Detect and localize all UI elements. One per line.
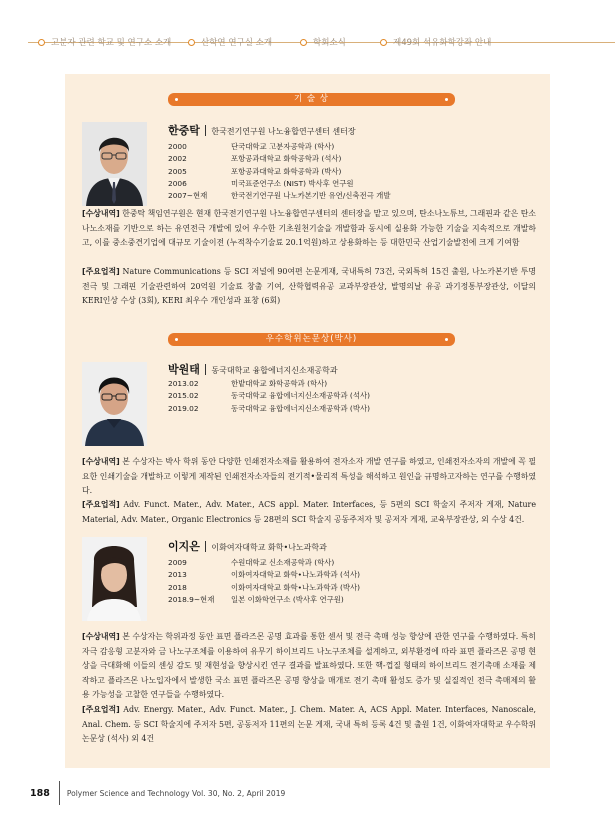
history-row xyxy=(168,390,528,402)
person-name-line xyxy=(168,361,338,377)
award-description xyxy=(82,455,536,499)
history-year: 2009 xyxy=(168,558,187,567)
achievements-description xyxy=(82,265,536,309)
history-year: 2015.02 xyxy=(168,391,199,401)
section-banner-thesis-award xyxy=(168,333,455,346)
history-year: 2006 xyxy=(168,178,187,188)
nav-item-lecture-info[interactable] xyxy=(380,36,491,48)
bullet-icon xyxy=(380,39,387,46)
history-row xyxy=(168,153,528,165)
history-row xyxy=(168,594,528,606)
nav-item-label: 고분자 관련 학교 및 연구소 소개 xyxy=(51,38,172,48)
history-row xyxy=(168,557,528,569)
history-year: 2013.02 xyxy=(168,379,199,388)
history-year: 2018.9~현재 xyxy=(168,594,215,604)
section-title: 기 술 상 xyxy=(293,94,330,104)
page-footer xyxy=(30,786,285,800)
person-affiliation: 한국전기연구원 나노융합연구센터 센터장 xyxy=(211,127,356,136)
history-row xyxy=(168,378,528,390)
history-desc: 이화여자대학교 화학•나노과학과 (박사) xyxy=(231,582,361,592)
bullet-icon xyxy=(300,39,307,46)
history-desc: 미국표준연구소 (NIST) 박사후 연구원 xyxy=(231,178,354,188)
history-desc: 일본 이화학연구소 (박사후 연구원) xyxy=(231,594,344,604)
history-row xyxy=(168,178,528,190)
top-navigation xyxy=(0,0,615,50)
history-year: 2002 xyxy=(168,154,187,164)
history-desc: 이화여자대학교 화학•나노과학과 (석사) xyxy=(231,570,361,580)
achievements-label: [주요업적] xyxy=(82,705,120,714)
bullet-icon xyxy=(188,39,195,46)
history-desc: 단국대학교 고분자공학과 (학사) xyxy=(231,142,335,151)
nav-item-school-intro[interactable] xyxy=(38,36,171,48)
award-text: 본 수상자는 박사 학위 동안 다양한 인쇄전자소재를 활용하여 전자소자 개발 연구를 하였고, 인쇄전자소자의 개발에 꼭 필요한 인쇄기술을 개발하고 이렇게 제작된 인쇄전자소자들의 전기적•물리적 특성을 해석하고 원인을 규명하고자하는 연구를 수행하였다. xyxy=(82,457,536,495)
history-year: 2019.02 xyxy=(168,403,199,413)
education-history xyxy=(168,378,528,415)
history-desc: 한국전기연구원 나노카본기반 유연/신축전극 개발 xyxy=(231,191,391,201)
nav-item-label: 산학연 연구실 소개 xyxy=(201,38,273,48)
award-label: [수상내역] xyxy=(82,457,120,466)
award-text: 본 수상자는 학위과정 동안 표면 플라즈몬 공명 효과를 통한 센서 및 전극 촉매 성능 향상에 관한 연구를 수행하였다. 특히 자극 감응형 고분자와 금 나노구조체를 이용하여 유무기 하이브리드 나노구조체를 설계하고, 외부환경에 따라 표면 플라즈몬 공명 현상을 극대화해 이들의 센싱 감도 및 재현성을 향상시킨 연구 결과를 발표하였다. 또한 핵-껍질 형태의 하이브리드 전기촉매 소재를 제작하고 플라즈몬 나노입자에서 발생한 국소 표면 플라즈몬 공명 향상을 매개로 전기 촉매 활성도 증가 및 실질적인 전극 촉매제의 활용 가능성을 고찰한 연구들을 수행하였다. xyxy=(82,632,536,699)
portrait-photo xyxy=(82,362,147,446)
award-label: [수상내역] xyxy=(82,209,120,218)
achievements-text: Adv. Funct. Mater., Adv. Mater., ACS appl. Mater. Interfaces, 등 5편의 SCI 학술지 주저자 게재, Nature Material, Adv. Mater., Organic Electronics 등 28편의 SCI 학술지 공동주저자 및 공저자 게재, 교육부장관상, 외 수상 4건. xyxy=(82,500,536,524)
page-number: 188 xyxy=(30,787,50,799)
history-desc: 동국대학교 융합에너지신소재공학과 (석사) xyxy=(231,391,370,401)
name-separator xyxy=(205,364,207,375)
section-title: 우수학위논문상(박사) xyxy=(265,334,358,344)
achievements-description xyxy=(82,703,536,747)
person-name-line xyxy=(168,538,327,554)
award-text: 한중탁 책임연구원은 현재 한국전기연구원 나노융합연구센터의 센터장을 맡고 있으며, 탄소나노튜브, 그래핀과 같은 탄소나노소재를 기반으로 하는 유연전극 개발에 있어 우수한 기초원천기술을 개발함과 동시에 실용화 가능한 기술을 지속적으로 개발하고, 이를 중소중견기업에 대규모 기술이전 (누적착수기술료 20.1억원)하고 상용화하는 등 대한민국 산업기술발전에 크게 기여함 xyxy=(82,209,536,247)
history-row xyxy=(168,403,528,415)
person-affiliation: 이화여자대학교 화학•나노과학과 xyxy=(211,543,327,552)
history-desc: 한밭대학교 화학공학과 (학사) xyxy=(231,379,328,388)
banner-dot-icon xyxy=(175,98,178,101)
history-row xyxy=(168,141,528,153)
person-name-line xyxy=(168,122,356,138)
history-year: 2005 xyxy=(168,166,187,176)
banner-dot-icon xyxy=(445,338,448,341)
nav-item-label: 제49회 석유화학강좌 안내 xyxy=(393,38,492,48)
award-description xyxy=(82,207,536,251)
award-description xyxy=(82,630,536,703)
footer-divider xyxy=(59,781,60,805)
award-label: [수상내역] xyxy=(82,632,120,641)
nav-item-label: 학회소식 xyxy=(313,38,346,48)
person-name: 이지은 xyxy=(168,540,200,553)
achievements-text: Adv. Energy. Mater., Adv. Funct. Mater., J. Chem. Mater. A, ACS Appl. Mater. Interfaces, Nanoscale, Anal. Chem. 등 SCI 학술지에 주저자 5편, 공동저자 11편의 논문 게재, 국내 특허 등록 4건 및 출원 1건, 이화여자대학교 우수학위논문상 (석사) 외 4건 xyxy=(82,705,536,743)
achievements-description xyxy=(82,498,536,527)
banner-dot-icon xyxy=(445,98,448,101)
name-separator xyxy=(205,125,207,136)
education-history xyxy=(168,557,528,606)
person-name: 박원태 xyxy=(168,363,200,376)
education-history xyxy=(168,141,528,202)
history-year: 2000 xyxy=(168,142,187,151)
banner-dot-icon xyxy=(175,338,178,341)
history-year: 2013 xyxy=(168,570,187,580)
section-banner-tech-award xyxy=(168,93,455,106)
history-year: 2018 xyxy=(168,582,187,592)
nav-item-society-news[interactable] xyxy=(300,36,346,48)
achievements-text: Nature Communications 등 SCI 저널에 90여편 논문게재, 국내특허 73건, 국외특허 15건 출원, 나노카본기반 투명전극 및 그래핀 기술관련하여 20억원 기술료 창출 기여, 산학협력유공 교과부장관상, 발명의날 유공 과기정통부장관상, 이달의 KERI인상 수상 (3회), KERI 최우수 개인성과 표창 (6회) xyxy=(82,267,536,305)
history-desc: 수원대학교 신소재공학과 (학사) xyxy=(231,558,335,567)
nav-item-lab-intro[interactable] xyxy=(188,36,272,48)
history-year: 2007~현재 xyxy=(168,191,208,201)
history-row xyxy=(168,569,528,581)
achievements-label: [주요업적] xyxy=(82,267,120,276)
person-name: 한중탁 xyxy=(168,124,200,137)
name-separator xyxy=(205,541,207,552)
history-row xyxy=(168,166,528,178)
journal-info: Polymer Science and Technology Vol. 30, No. 2, April 2019 xyxy=(66,788,286,798)
portrait-photo xyxy=(82,122,147,206)
bullet-icon xyxy=(38,39,45,46)
portrait-photo xyxy=(82,537,147,621)
history-row xyxy=(168,582,528,594)
history-row xyxy=(168,190,528,202)
history-desc: 포항공과대학교 화학공학과 (석사) xyxy=(231,154,342,164)
achievements-label: [주요업적] xyxy=(82,500,120,509)
history-desc: 포항공과대학교 화학공학과 (박사) xyxy=(231,166,342,176)
person-affiliation: 동국대학교 융합에너지신소재공학과 xyxy=(211,366,338,375)
history-desc: 동국대학교 융합에너지신소재공학과 (박사) xyxy=(231,403,370,413)
